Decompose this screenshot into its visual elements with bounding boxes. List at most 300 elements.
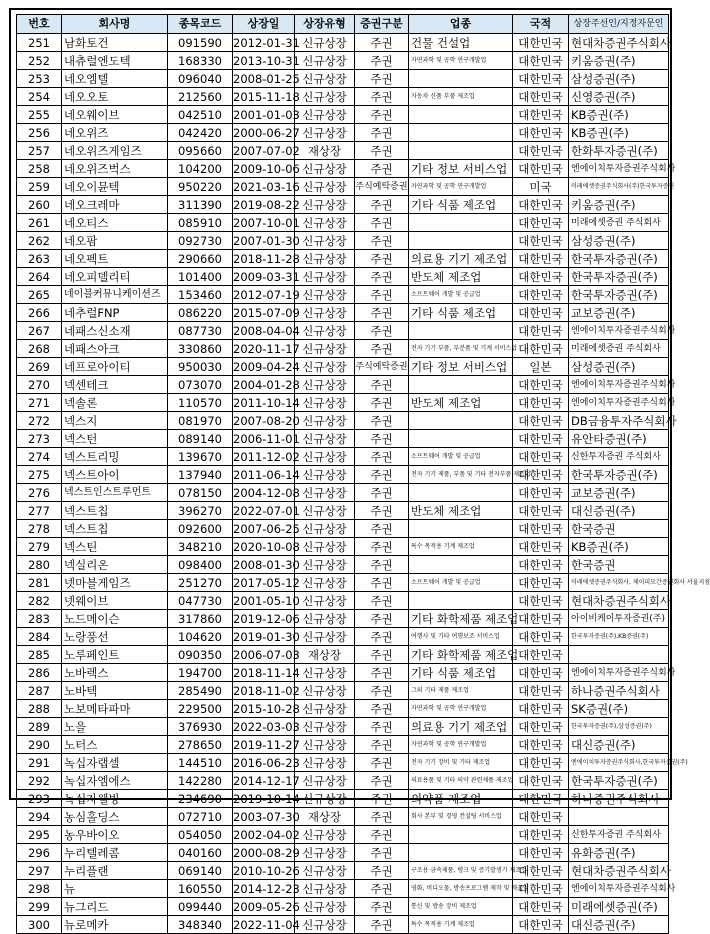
listing-date-cell: 2006-07-03: [233, 647, 300, 662]
stock-code-cell: 317860: [168, 610, 233, 628]
industry-cell: [409, 844, 513, 862]
table-row: [17, 556, 669, 574]
sponsor-cell: 삼성증권(주): [569, 70, 669, 88]
row-number-cell: 253: [17, 70, 62, 88]
industry-cell: 반도체 제조업: [409, 268, 513, 286]
stock-code-cell: 072710: [168, 808, 233, 826]
row-number-cell: 263: [17, 250, 62, 268]
nationality-cell: 대한민국: [513, 574, 569, 592]
row-number-cell: 271: [17, 394, 62, 412]
security-type-cell: 주권: [355, 88, 409, 106]
nationality-cell: 일본: [513, 358, 569, 376]
table-row: [17, 592, 669, 610]
industry-cell: 기타 정보 서비스업: [409, 160, 513, 178]
listing-date-cell: 2006-11-01: [233, 431, 300, 446]
security-type-cell: 주권: [355, 322, 409, 340]
listing-date-cell: 2008-04-04: [233, 323, 300, 338]
industry-cell: 소프트웨어 개발 및 공급업: [409, 286, 513, 304]
listing-date-cell: 2001-05-10: [233, 593, 300, 608]
security-type-cell: 주권: [355, 736, 409, 754]
sponsor-cell: 키움증권(주): [569, 52, 669, 70]
nationality-cell: 대한민국: [513, 394, 569, 412]
table-row: [17, 466, 669, 484]
industry-cell: 영화, 비디오물, 방송프로그램 제작 및 배급업: [409, 880, 513, 898]
row-number-cell: 296: [17, 844, 62, 862]
sponsor-cell: 아이비케이투자증권(주): [569, 610, 669, 628]
industry-cell: [409, 592, 513, 610]
listing-date-cell: 2022-03-03: [233, 719, 300, 734]
table-row: [17, 844, 669, 862]
sponsor-cell: KB증권(주): [569, 538, 669, 556]
row-number-cell: 273: [17, 430, 62, 448]
listing-table: [16, 14, 710, 934]
company-name-cell: 네오웨이브: [62, 106, 168, 124]
company-name-cell: 네오크레마: [62, 196, 168, 214]
table-row: [17, 664, 669, 682]
nationality-cell: 대한민국: [513, 862, 569, 880]
listing-date-cell: 2007-01-30: [233, 233, 300, 248]
listing-type-cell: 신규상장: [295, 700, 355, 718]
security-type-cell: 주권: [355, 646, 409, 664]
security-type-cell: 주권: [355, 700, 409, 718]
sponsor-cell: 삼성증권(주): [569, 358, 669, 376]
stock-code-cell: 054050: [168, 826, 233, 844]
listing-type-cell: 신규상장: [295, 322, 355, 340]
table-row: [17, 52, 669, 70]
company-name-cell: 넥스트칩: [62, 520, 168, 538]
nationality-cell: 대한민국: [513, 304, 569, 322]
company-name-cell: 넥스트리밍: [62, 448, 168, 466]
nationality-cell: 대한민국: [513, 736, 569, 754]
industry-cell: 의약품 제조업: [409, 790, 513, 808]
nationality-cell: 대한민국: [513, 772, 569, 790]
security-type-cell: 주권: [355, 808, 409, 826]
listing-type-cell: 신규상장: [295, 160, 355, 178]
listing-date-cell: 2007-07-02: [233, 143, 300, 158]
industry-cell: [409, 124, 513, 142]
industry-cell: [409, 70, 513, 88]
stock-code-cell: 042420: [168, 124, 233, 142]
stock-code-cell: 285490: [168, 682, 233, 700]
security-type-cell: 주권: [355, 376, 409, 394]
table-row: [17, 682, 669, 700]
listing-date-cell: 2012-07-19: [233, 287, 300, 302]
row-number-cell: 256: [17, 124, 62, 142]
row-number-cell: 269: [17, 358, 62, 376]
listing-date-cell: 2019-11-27: [233, 737, 300, 752]
header-industry: 업종: [409, 15, 513, 34]
row-number-cell: 264: [17, 268, 62, 286]
nationality-cell: 대한민국: [513, 268, 569, 286]
nationality-cell: 대한민국: [513, 70, 569, 88]
sponsor-cell: 엔에이치투자증권주식회사: [569, 880, 669, 898]
stock-code-cell: 092730: [168, 232, 233, 250]
table-row: [17, 232, 669, 250]
listing-date-cell: 2020-11-17: [233, 341, 300, 356]
listing-date-cell: 2004-12-08: [233, 485, 300, 500]
listing-date-cell: 2012-01-31: [233, 35, 300, 50]
company-name-cell: 넥스턴: [62, 430, 168, 448]
listing-date-cell: 2020-10-08: [233, 539, 300, 554]
row-number-cell: 275: [17, 466, 62, 484]
industry-cell: 자연과학 및 공학 연구개발업: [409, 736, 513, 754]
company-name-cell: 남화토건: [62, 34, 168, 52]
security-type-cell: 주권: [355, 826, 409, 844]
company-name-cell: 넥실리온: [62, 556, 168, 574]
listing-date-cell: 2014-12-17: [233, 773, 300, 788]
industry-cell: [409, 826, 513, 844]
stock-code-cell: 278650: [168, 736, 233, 754]
company-name-cell: 녹십자엠에스: [62, 772, 168, 790]
industry-cell: 자연과학 및 공학 연구개발업: [409, 700, 513, 718]
row-number-cell: 297: [17, 862, 62, 880]
table-row: [17, 610, 669, 628]
table-row: [17, 124, 669, 142]
listing-date-cell: 2022-07-01: [233, 503, 300, 518]
nationality-cell: 대한민국: [513, 214, 569, 232]
table-row: [17, 88, 669, 106]
stock-code-cell: 086220: [168, 304, 233, 322]
table-row: [17, 376, 669, 394]
sponsor-cell: 엔에이치투자증권주식회사: [569, 376, 669, 394]
listing-type-cell: 신규상장: [295, 610, 355, 628]
industry-cell: 의료용 기기 제조업: [409, 250, 513, 268]
security-type-cell: 주권: [355, 772, 409, 790]
listing-type-cell: 신규상장: [295, 376, 355, 394]
listing-date-cell: 2011-12-02: [233, 449, 300, 464]
industry-cell: 통신 및 방송 장비 제조업: [409, 898, 513, 916]
security-type-cell: 주권: [355, 574, 409, 592]
stock-code-cell: 092600: [168, 520, 233, 538]
row-number-cell: 285: [17, 646, 62, 664]
industry-cell: [409, 484, 513, 502]
nationality-cell: 대한민국: [513, 628, 569, 646]
security-type-cell: 주권: [355, 142, 409, 160]
listing-date-cell: 2000-08-29: [233, 845, 300, 860]
company-name-cell: 농심홀딩스: [62, 808, 168, 826]
security-type-cell: 주권: [355, 70, 409, 88]
listing-date-cell: 2015-11-18: [233, 89, 300, 104]
table-row: [17, 160, 669, 178]
company-name-cell: 네오오토: [62, 88, 168, 106]
listing-date-cell: 2009-04-24: [233, 359, 300, 374]
nationality-cell: 대한민국: [513, 646, 569, 664]
sponsor-cell: 한화투자증권(주): [569, 142, 669, 160]
listing-date-cell: 2002-04-02: [233, 827, 300, 842]
security-type-cell: 주권: [355, 412, 409, 430]
row-number-cell: 254: [17, 88, 62, 106]
industry-cell: 기타 식품 제조업: [409, 664, 513, 682]
table-row: [17, 142, 669, 160]
sponsor-cell: 하나증권주식회사: [569, 790, 669, 808]
nationality-cell: 대한민국: [513, 232, 569, 250]
listing-date-cell: 2001-01-03: [233, 107, 300, 122]
nationality-cell: 대한민국: [513, 142, 569, 160]
security-type-cell: 주권: [355, 718, 409, 736]
company-name-cell: 녹십자웰빙: [62, 790, 168, 808]
table-row: [17, 70, 669, 88]
stock-code-cell: 144510: [168, 754, 233, 772]
listing-type-cell: 신규상장: [295, 682, 355, 700]
row-number-cell: 282: [17, 592, 62, 610]
row-number-cell: 286: [17, 664, 62, 682]
stock-code-cell: 168330: [168, 52, 233, 70]
stock-code-cell: 376930: [168, 718, 233, 736]
company-name-cell: 노드메이슨: [62, 610, 168, 628]
stock-code-cell: 069140: [168, 862, 233, 880]
sponsor-cell: 엔에이치투자증권주식회사: [569, 160, 669, 178]
security-type-cell: 주권: [355, 466, 409, 484]
row-number-cell: 284: [17, 628, 62, 646]
listing-date-cell: 2019-01-30: [233, 629, 300, 644]
listing-date-cell: 2009-05-26: [233, 899, 300, 914]
company-name-cell: 넷웨이브: [62, 592, 168, 610]
industry-cell: 특수 목적용 기계 제조업: [409, 538, 513, 556]
listing-date-cell: 2016-06-23: [233, 755, 300, 770]
listing-date-cell: 2018-11-28: [233, 251, 300, 266]
nationality-cell: 대한민국: [513, 916, 569, 934]
stock-code-cell: 950030: [168, 358, 233, 376]
company-name-cell: 노루페인트: [62, 646, 168, 664]
security-type-cell: 주권: [355, 628, 409, 646]
listing-type-cell: 신규상장: [295, 898, 355, 916]
table-row: [17, 106, 669, 124]
industry-cell: 의료용품 및 기타 의약 관련제품 제조업: [409, 772, 513, 790]
listing-date-cell: 2017-05-12: [233, 575, 300, 590]
listing-date-cell: 2007-10-01: [233, 215, 300, 230]
table-row: [17, 808, 669, 826]
row-number-cell: 260: [17, 196, 62, 214]
company-name-cell: 넥센테크: [62, 376, 168, 394]
table-row: [17, 430, 669, 448]
sponsor-cell: 대신증권(주): [569, 502, 669, 520]
security-type-cell: 주권: [355, 538, 409, 556]
industry-cell: 그외 기타 제품 제조업: [409, 682, 513, 700]
stock-code-cell: 950220: [168, 178, 233, 196]
stock-code-cell: 194700: [168, 664, 233, 682]
table-row: [17, 304, 669, 322]
security-type-cell: 주권: [355, 682, 409, 700]
nationality-cell: 대한민국: [513, 898, 569, 916]
nationality-cell: 대한민국: [513, 718, 569, 736]
nationality-cell: 대한민국: [513, 682, 569, 700]
listing-date-cell: 2008-01-30: [233, 557, 300, 572]
security-type-cell: 주권: [355, 592, 409, 610]
row-number-cell: 292: [17, 772, 62, 790]
listing-date-cell: 2009-10-06: [233, 161, 300, 176]
sponsor-cell: 한국투자증권(주): [569, 286, 669, 304]
company-name-cell: 뉴로메카: [62, 916, 168, 934]
sponsor-cell: 엔에이치투자증권주식회사: [569, 664, 669, 682]
row-number-cell: 293: [17, 790, 62, 808]
row-number-cell: 281: [17, 574, 62, 592]
nationality-cell: 대한민국: [513, 106, 569, 124]
table-row: [17, 862, 669, 880]
nationality-cell: 대한민국: [513, 790, 569, 808]
industry-cell: 기타 식품 제조업: [409, 304, 513, 322]
listing-type-cell: 신규상장: [295, 286, 355, 304]
header-security-type: 증권구분: [355, 15, 409, 34]
row-number-cell: 299: [17, 898, 62, 916]
sponsor-cell: 미래에셋증권주식회사, 제이피모간증권회사 서울지점: [569, 574, 669, 592]
company-name-cell: 네오피델리티: [62, 268, 168, 286]
listing-date-cell: 2019-12-06: [233, 611, 300, 626]
listing-type-cell: 신규상장: [295, 358, 355, 376]
company-name-cell: 넥스트칩: [62, 502, 168, 520]
stock-code-cell: 142280: [168, 772, 233, 790]
listing-type-cell: 신규상장: [295, 574, 355, 592]
row-number-cell: 298: [17, 880, 62, 898]
listing-date-cell: 2014-12-23: [233, 881, 300, 896]
row-number-cell: 278: [17, 520, 62, 538]
listing-type-cell: 신규상장: [295, 394, 355, 412]
nationality-cell: 대한민국: [513, 664, 569, 682]
listing-type-cell: 신규상장: [295, 844, 355, 862]
security-type-cell: 주권: [355, 898, 409, 916]
industry-cell: 기타 화학제품 제조업: [409, 646, 513, 664]
table-row: [17, 34, 669, 52]
row-number-cell: 267: [17, 322, 62, 340]
table-row: [17, 646, 669, 664]
security-type-cell: 주권: [355, 664, 409, 682]
nationality-cell: 대한민국: [513, 538, 569, 556]
stock-code-cell: 095660: [168, 142, 233, 160]
listing-date-cell: 2008-01-25: [233, 71, 300, 86]
listing-type-cell: 신규상장: [295, 268, 355, 286]
security-type-cell: 주권: [355, 286, 409, 304]
row-number-cell: 279: [17, 538, 62, 556]
table-row: [17, 502, 669, 520]
row-number-cell: 280: [17, 556, 62, 574]
nationality-cell: 대한민국: [513, 52, 569, 70]
sponsor-cell: 유안타증권(주): [569, 430, 669, 448]
stock-code-cell: 087730: [168, 322, 233, 340]
company-name-cell: 노을: [62, 718, 168, 736]
sponsor-cell: 한국증권: [569, 556, 669, 574]
sponsor-cell: 삼성증권(주): [569, 232, 669, 250]
industry-cell: [409, 214, 513, 232]
security-type-cell: 주권: [355, 214, 409, 232]
table-row: [17, 484, 669, 502]
stock-code-cell: 290660: [168, 250, 233, 268]
stock-code-cell: 311390: [168, 196, 233, 214]
nationality-cell: 대한민국: [513, 826, 569, 844]
table-row: [17, 916, 669, 934]
listing-date-cell: 2010-10-26: [233, 863, 300, 878]
table-row: [17, 250, 669, 268]
listing-date-cell: 2013-10-31: [233, 53, 300, 68]
nationality-cell: 대한민국: [513, 700, 569, 718]
security-type-cell: 주권: [355, 394, 409, 412]
security-type-cell: 주권: [355, 430, 409, 448]
listing-type-cell: 신규상장: [295, 502, 355, 520]
security-type-cell: 주식예탁증권: [355, 178, 409, 196]
listing-type-cell: 신규상장: [295, 466, 355, 484]
company-name-cell: 네오위즈벅스: [62, 160, 168, 178]
listing-type-cell: 재상장: [295, 808, 355, 826]
listing-date-cell: 2009-03-31: [233, 269, 300, 284]
table-row: [17, 214, 669, 232]
company-name-cell: 노터스: [62, 736, 168, 754]
listing-type-cell: 신규상장: [295, 628, 355, 646]
listing-date-cell: 2007-08-20: [233, 413, 300, 428]
listing-type-cell: 신규상장: [295, 124, 355, 142]
company-name-cell: 네오팜: [62, 232, 168, 250]
industry-cell: 기타 화학제품 제조업: [409, 610, 513, 628]
industry-cell: 자동차 신품 부품 제조업: [409, 88, 513, 106]
industry-cell: [409, 556, 513, 574]
nationality-cell: 대한민국: [513, 286, 569, 304]
company-name-cell: 네패스아크: [62, 340, 168, 358]
company-name-cell: 네프로아이티: [62, 358, 168, 376]
industry-cell: 자연과학 및 공학 연구개발업: [409, 52, 513, 70]
sponsor-cell: 키움증권(주): [569, 196, 669, 214]
table-row: [17, 268, 669, 286]
sponsor-cell: KB증권(주): [569, 124, 669, 142]
sponsor-cell: 유화증권(주): [569, 844, 669, 862]
industry-cell: 전자 기기 장비 및 기타 제조업: [409, 754, 513, 772]
nationality-cell: 대한민국: [513, 484, 569, 502]
listing-type-cell: 신규상장: [295, 430, 355, 448]
listing-type-cell: 신규상장: [295, 880, 355, 898]
stock-code-cell: 137940: [168, 466, 233, 484]
security-type-cell: 주권: [355, 304, 409, 322]
table-row: [17, 358, 669, 376]
industry-cell: 회사 본부 및 경영 컨설팅 서비스업: [409, 808, 513, 826]
stock-code-cell: 104620: [168, 628, 233, 646]
sponsor-cell: SK증권(주): [569, 700, 669, 718]
company-name-cell: 네오위즈: [62, 124, 168, 142]
security-type-cell: 주권: [355, 880, 409, 898]
stock-code-cell: 073070: [168, 376, 233, 394]
stock-code-cell: 089140: [168, 430, 233, 448]
company-name-cell: 뉴그리드: [62, 898, 168, 916]
security-type-cell: 주권: [355, 556, 409, 574]
stock-code-cell: 078150: [168, 484, 233, 502]
header-number: 번호: [17, 15, 62, 34]
nationality-cell: 대한민국: [513, 448, 569, 466]
row-number-cell: 290: [17, 736, 62, 754]
listing-date-cell: 2018-11-14: [233, 665, 300, 680]
listing-date-cell: 2011-10-14: [233, 395, 300, 410]
row-number-cell: 272: [17, 412, 62, 430]
table-row: [17, 286, 669, 304]
security-type-cell: 주권: [355, 232, 409, 250]
nationality-cell: 대한민국: [513, 610, 569, 628]
listing-date-cell: 2018-11-02: [233, 683, 300, 698]
sponsor-cell: 한국투자증권(주),KB증권(주): [569, 628, 669, 646]
sponsor-cell: 현대차증권주식회사: [569, 862, 669, 880]
row-number-cell: 257: [17, 142, 62, 160]
listing-type-cell: 신규상장: [295, 790, 355, 808]
table-row: [17, 448, 669, 466]
listing-date-cell: 2000-06-27: [233, 125, 300, 140]
listing-type-cell: 신규상장: [295, 538, 355, 556]
listing-type-cell: 신규상장: [295, 196, 355, 214]
listing-type-cell: 신규상장: [295, 250, 355, 268]
sponsor-cell: 한국투자증권(주),삼성증권(주): [569, 718, 669, 736]
nationality-cell: 대한민국: [513, 376, 569, 394]
table-row: [17, 790, 669, 808]
listing-type-cell: 신규상장: [295, 412, 355, 430]
stock-code-cell: 110570: [168, 394, 233, 412]
company-name-cell: 네오위즈게임즈: [62, 142, 168, 160]
sponsor-cell: 대신증권(주): [569, 916, 669, 934]
stock-code-cell: 104200: [168, 160, 233, 178]
listing-type-cell: 신규상장: [295, 34, 355, 52]
industry-cell: [409, 412, 513, 430]
stock-code-cell: 212560: [168, 88, 233, 106]
